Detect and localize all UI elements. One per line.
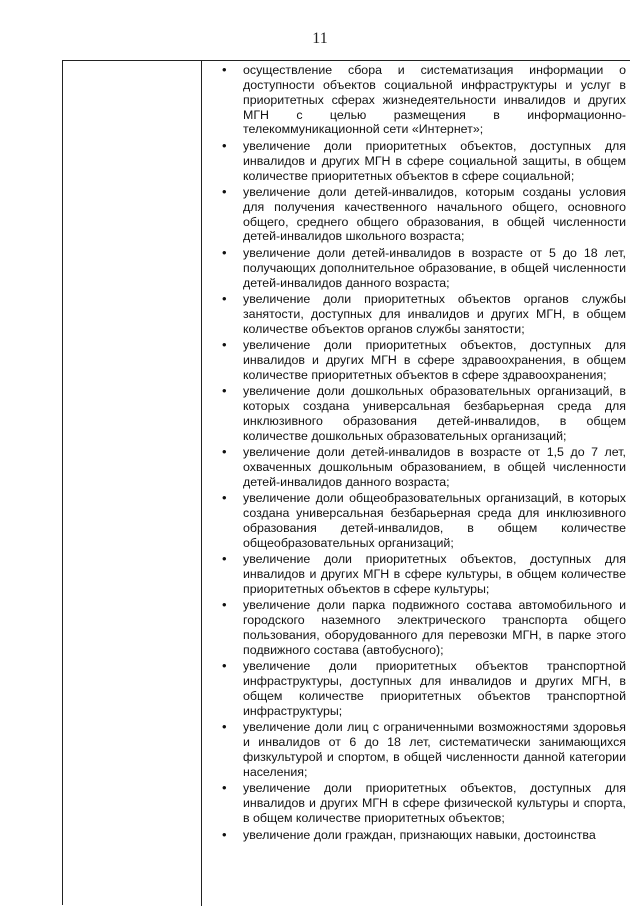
bullet-icon: • — [222, 183, 227, 199]
list-item-text: увеличение доли парка подвижного состава автомобильного и городского наземного электрического транспорта общего пользования, оборудованного для перевозки МГН, в парке этого подвижного состава (автобусного); — [243, 598, 626, 657]
bullet-icon: • — [222, 244, 227, 260]
list-item-text: увеличение доли приоритетных объектов, доступных для инвалидов и других МГН в сфере культуры, в общем количестве приоритетных объектов в сфере культуры; — [243, 552, 626, 597]
list-item-text: увеличение доли приоритетных объектов транспортной инфраструктуры, доступных для инвалидов и других МГН, в общем количестве приоритетных объектов транспортной инфраструктуры; — [243, 659, 626, 718]
content-column — [218, 63, 626, 844]
list-item-text: увеличение доли детей-инвалидов в возрасте от 5 до 18 лет, получающих дополнительное образование, в общей численности детей-инвалидов данного возраста; — [243, 245, 626, 290]
list-item — [218, 781, 626, 826]
bullet-icon: • — [222, 337, 227, 353]
list-item — [218, 828, 626, 843]
bullet-icon: • — [222, 490, 227, 506]
list-item — [218, 139, 626, 184]
list-item-text: увеличение доли приоритетных объектов органов службы занятости, доступных для инвалидов и других МГН, в общем количестве объектов органов службы занятости; — [243, 292, 626, 336]
list-item-text: увеличение доли приоритетных объектов, доступных для инвалидов и других МГН в сфере социальной защиты, в общем количестве приоритетных объектов в сфере социальной; — [243, 138, 626, 183]
bullet-icon: • — [222, 444, 227, 460]
bullet-icon: • — [222, 291, 227, 307]
list-item — [218, 292, 626, 337]
bullet-icon: • — [222, 658, 227, 674]
list-item — [218, 659, 626, 718]
bullet-icon: • — [222, 383, 227, 399]
list-item — [218, 246, 626, 291]
list-item — [218, 552, 626, 597]
bullet-icon: • — [222, 719, 227, 735]
list-item — [218, 338, 626, 383]
bullet-icon: • — [222, 137, 227, 153]
page-number: 11 — [312, 30, 328, 47]
list-item-text: увеличение доли детей-инвалидов, которым созданы условия для получения качественного начального общего, основного общего, среднего общего образования, в общей численности детей-инвалидов школьного возраста; — [243, 184, 626, 244]
list-item-text: увеличение доли общеобразовательных организаций, в которых создана универсальная безбарьерная среда для инклюзивного образования детей-инвалидов, в общем количестве общеобразовательных организаций; — [243, 491, 626, 550]
document-table — [62, 60, 630, 905]
list-item — [218, 598, 626, 657]
column-divider — [201, 61, 202, 906]
list-item-text: увеличение доли приоритетных объектов, доступных для инвалидов и других МГН в сфере физической культуры и спорта, в общем количестве приоритетных объектов; — [243, 781, 626, 826]
bullet-icon: • — [222, 551, 227, 567]
list-item-text: увеличение доли детей-инвалидов в возрасте от 1,5 до 7 лет, охваченных дошкольным образованием, в общей численности детей-инвалидов данного возраста; — [243, 445, 626, 489]
list-item-text: увеличение доли лиц с ограниченными возможностями здоровья и инвалидов от 6 до 18 лет, систематически занимающихся физкультурой и спортом, в общей численности данной категории населения; — [243, 720, 626, 779]
bullet-icon: • — [222, 826, 227, 842]
list-item — [218, 720, 626, 779]
list-item — [218, 63, 626, 137]
list-item-text: осуществление сбора и систематизация информации о доступности объектов социальной инфраструктуры и услуг в приоритетных сферах жизнедеятельности инвалидов и других МГН с целью размещения в информационно-телекоммуникационной сети «Интернет»; — [243, 63, 626, 137]
list-item — [218, 384, 626, 443]
list-item — [218, 185, 626, 244]
list-item-text: увеличение доли приоритетных объектов, доступных для инвалидов и других МГН в сфере здравоохранения, в общем количестве приоритетных объектов в сфере здравоохранения; — [243, 338, 626, 382]
bullet-list — [218, 63, 626, 842]
list-item-text: увеличение доли дошкольных образовательных организаций, в которых создана универсальная безбарьерная среда для инклюзивного образования детей-инвалидов, в общем количестве дошкольных образовательных организаций; — [243, 384, 626, 443]
list-item-text: увеличение доли граждан, признающих навыки, достоинства — [243, 827, 596, 842]
list-item — [218, 491, 626, 550]
bullet-icon: • — [222, 780, 227, 796]
bullet-icon: • — [222, 597, 227, 613]
list-item — [218, 445, 626, 490]
bullet-icon: • — [222, 62, 227, 77]
